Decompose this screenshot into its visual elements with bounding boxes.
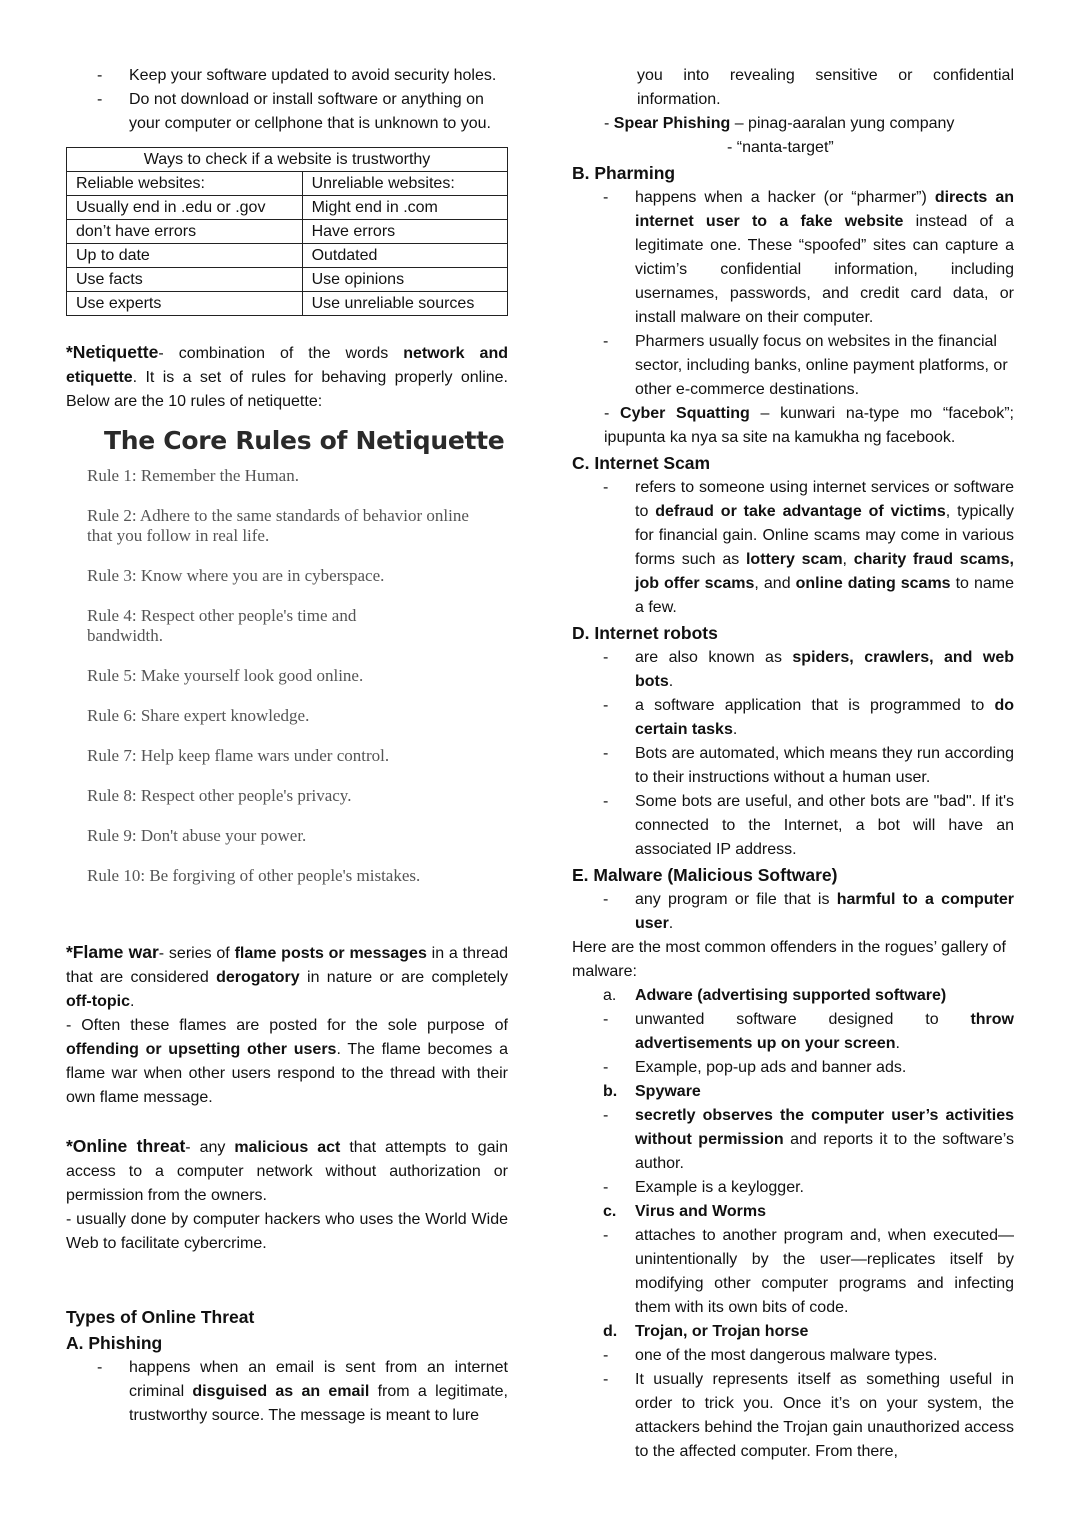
right-column — [572, 64, 1014, 1464]
rule-item: Rule 5: Make yourself look good online. — [87, 666, 364, 685]
rule-item: Rule 7: Help keep flame wars under control. — [87, 746, 390, 765]
list-item: - refers to someone using internet services or software to defraud or take advantage of victims, typically for financial gain. Online scams may come in various forms such as lottery scam, charity fraud scams, job offer scams, and online dating scams to name a few. — [603, 479, 1014, 616]
table-cell: Use opinions — [302, 268, 507, 292]
malware-type: c. Virus and Worms — [603, 1203, 766, 1220]
flame-war-note: - Often these flames are posted for the sole purpose of offending or upsetting other users. The flame becomes a flame war when other users respond to the thread with their own flame message. — [66, 1017, 508, 1106]
list-item: - Pharmers usually focus on websites in the financial sector, including banks, online payment platforms, or other e-commerce destinations. — [603, 333, 1008, 398]
cyber-squatting: - Cyber Squatting – kunwari na-type mo “facebok”; ipupunta ka nya sa site na kamukha ng facebook. — [604, 405, 1015, 446]
table-cell: Usually end in .edu or .gov — [67, 196, 303, 220]
table-cell: Up to date — [67, 244, 303, 268]
table-row — [67, 268, 508, 292]
list-item: - are also known as spiders, crawlers, and web bots. — [603, 649, 1015, 690]
malware-type: b. Spyware — [603, 1083, 701, 1100]
flame-war-paragraph: *Flame war- series of flame posts or messages in a thread that are considered derogatory in nature or are completely off-topic. — [66, 942, 509, 1010]
online-threat-paragraph: *Online threat- any malicious act that attempts to gain access to a computer network without authorization or permission from the owners. — [66, 1136, 508, 1204]
list-item: - happens when a hacker (or “pharmer”) directs an internet user to a fake website instead of a legitimate one. These “spoofed” sites can capture a victim’s confidential information, including usernames, passwords, and credit card data, or install malware on their computer. — [603, 189, 1015, 326]
online-threat-note: - usually done by computer hackers who uses the World Wide Web to facilitate cybercrime. — [66, 1211, 508, 1252]
list-item: - Bots are automated, which means they run according to their instructions without a human user. — [603, 745, 1014, 786]
list-item: - one of the most dangerous malware types. — [603, 1347, 938, 1364]
left-column — [66, 64, 508, 1428]
list-item: - Keep your software updated to avoid security holes. — [97, 67, 497, 84]
list-item: - a software application that is programmed to do certain tasks. — [603, 697, 1014, 738]
table-cell: don’t have errors — [67, 220, 303, 244]
rule-item: Rule 4: Respect other people's time and bandwidth. — [87, 606, 357, 645]
subsection-heading: A. Phishing — [66, 1333, 163, 1353]
netiquette-paragraph: *Netiquette- combination of the words network and etiquette. It is a set of rules for behaving properly online. Below are the 10 rules of netiquette: — [66, 342, 509, 410]
malware-intro: Here are the most common offenders in the rogues’ gallery of malware: — [572, 939, 1006, 980]
spear-phishing: - Spear Phishing – pinag-aaralan yung company — [604, 115, 955, 132]
rule-item: Rule 10: Be forgiving of other people's mistakes. — [87, 866, 421, 885]
list-item: - secretly observes the computer user’s activities without permission and reports it to the software’s author. — [603, 1107, 1015, 1172]
spear-phishing-note: - “nanta-target” — [727, 139, 834, 156]
rule-item: Rule 1: Remember the Human. — [87, 466, 299, 485]
subsection-heading: B. Pharming — [572, 163, 676, 183]
trust-table — [66, 147, 508, 316]
list-item: - happens when an email is sent from an internet criminal disguised as an email from a legitimate, trustworthy source. The message is meant to lure — [97, 1359, 509, 1424]
rules-title: The Core Rules of Netiquette — [104, 426, 505, 455]
table-header: Unreliable websites: — [302, 172, 507, 196]
list-item: - unwanted software designed to throw advertisements up on your screen. — [603, 1011, 1014, 1052]
table-cell: Outdated — [302, 244, 507, 268]
rule-item: Rule 8: Respect other people's privacy. — [87, 786, 352, 805]
table-cell: Use experts — [67, 292, 303, 316]
table-cell: Might end in .com — [302, 196, 507, 220]
malware-type: a. Adware (advertising supported software) — [603, 987, 947, 1004]
table-cell: Use facts — [67, 268, 303, 292]
table-row — [67, 292, 508, 316]
list-item: - any program or file that is harmful to a computer user. — [603, 891, 1015, 932]
table-row — [67, 244, 508, 268]
table-title: Ways to check if a website is trustworthy — [67, 148, 508, 172]
list-item: - Example, pop-up ads and banner ads. — [603, 1059, 907, 1076]
malware-type: d. Trojan, or Trojan horse — [603, 1323, 809, 1340]
table-cell: Use unreliable sources — [302, 292, 507, 316]
rule-item: Rule 2: Adhere to the same standards of behavior online that you follow in real life. — [87, 506, 469, 545]
rule-item: Rule 9: Don't abuse your power. — [87, 826, 307, 845]
table-header: Reliable websites: — [67, 172, 303, 196]
list-item: - attaches to another program and, when executed—unintentionally by the user—replicates itself by modifying other computer programs and infecting them with its own bits of code. — [603, 1227, 1014, 1316]
phishing-continued: you into revealing sensitive or confidential information. — [637, 67, 1014, 108]
list-item: - Example is a keylogger. — [603, 1179, 804, 1196]
subsection-heading: C. Internet Scam — [572, 453, 711, 473]
rule-item: Rule 3: Know where you are in cyberspace. — [87, 566, 385, 585]
section-heading: Types of Online Threat — [66, 1307, 255, 1327]
list-item: - Do not download or install software or anything on your computer or cellphone that is unknown to you. — [97, 91, 491, 132]
table-row — [67, 220, 508, 244]
subsection-heading: D. Internet robots — [572, 623, 718, 643]
table-row — [67, 196, 508, 220]
netiquette-rules-image — [78, 424, 508, 886]
list-item: - Some bots are useful, and other bots are "bad". If it's connected to the Internet, a bot will have an associated IP address. — [603, 793, 1014, 858]
rule-item: Rule 6: Share expert knowledge. — [87, 706, 310, 725]
list-item: - It usually represents itself as something useful in order to trick you. Once it’s on your system, the attackers behind the Trojan gain unauthorized access to the affected computer. From there, — [603, 1371, 1014, 1460]
table-cell: Have errors — [302, 220, 507, 244]
subsection-heading: E. Malware (Malicious Software) — [572, 865, 838, 885]
